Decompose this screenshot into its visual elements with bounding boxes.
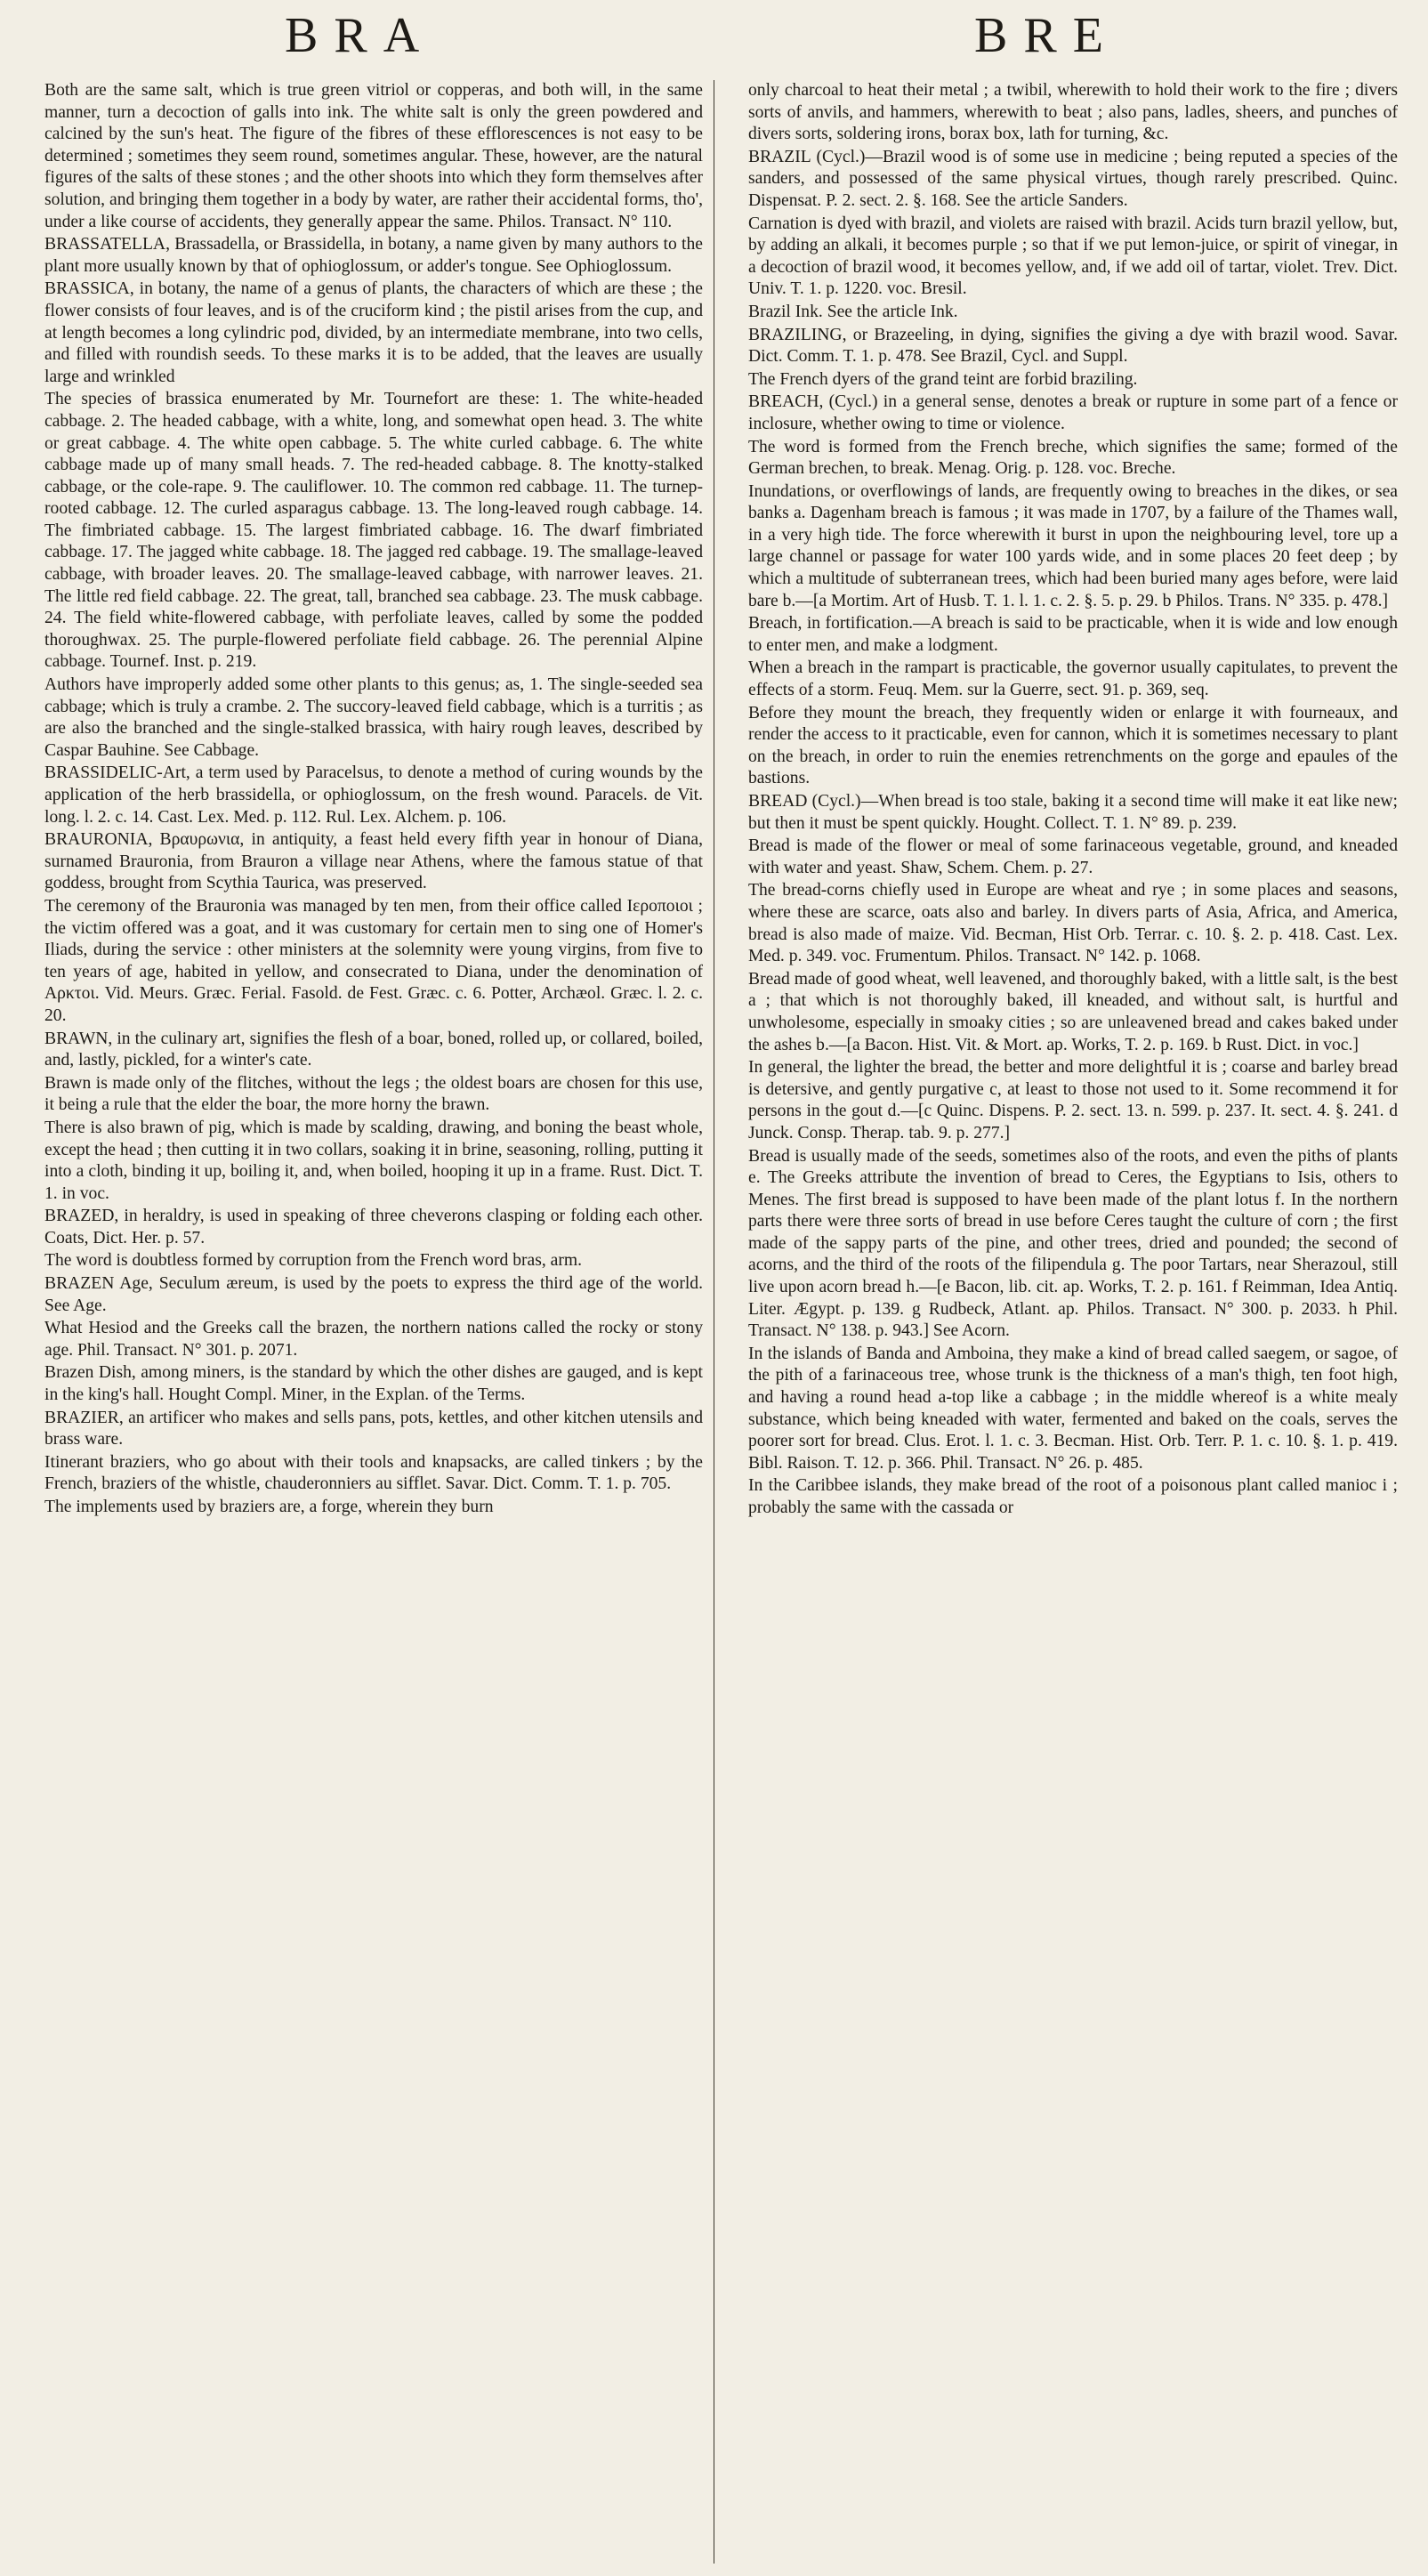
entry-paragraph: Bread made of good wheat, well leavened, and thoroughly baked, with a little salt, is the best a ; that which is not thoroughly baked, ill kneaded, and without salt, is hurtful and unwholesome, especially in smoaky cities ; so are unleavened bread and cakes baked under the ashes b.—[a Bacon. Hist. Vit. & Mort. ap. Works, T. 2. p. 169. b Rust. Dict. in voc.]	[748, 969, 1398, 1054]
entry-paragraph: The ceremony of the Brauronia was managed by ten men, from their office called Ιεροποιοι ; the victim offered was a goat, and it was customary for certain men to sing one of Homer's Iliads, during the service : other ministers at the solemnity were young virgins, from five to ten years of age, habited in yellow, and consecrated to Diana, under the denomination of Αρκτοι. Vid. Meurs. Græc. Ferial. Fasold. de Fest. Græc. c. 6. Potter, Archæol. Græc. l. 2. c. 20.	[44, 896, 703, 1025]
entry-paragraph: BREACH, (Cycl.) in a general sense, denotes a break or rupture in some part of a fence or inclosure, whether owing to time or violence.	[748, 392, 1398, 433]
running-head-left: BRA	[285, 8, 436, 63]
entry-paragraph: Brawn is made only of the flitches, without the legs ; the oldest boars are chosen for this use, it being a rule that the elder the boar, the more horny the brawn.	[44, 1073, 703, 1115]
entry-paragraph: BRASSICA, in botany, the name of a genus of plants, the characters of which are these ; the flower consists of four leaves, and is of the cruciform kind ; the pistil arises from the cup, and at length becomes a long cylindric pod, divided, by an intermediate membrane, into two cells, and filled with roundish seeds. To these marks it is to be added, that the leaves are usually large and wrinkled	[44, 279, 703, 386]
entry-paragraph: BRAZED, in heraldry, is used in speaking of three cheverons clasping or folding each other. Coats, Dict. Her. p. 57.	[44, 1207, 703, 1248]
entry-paragraph: Itinerant braziers, who go about with their tools and knapsacks, are called tinkers ; by the French, braziers of the whistle, chauderonniers au sifflet. Savar. Dict. Comm. T. 1. p. 705.	[44, 1452, 703, 1494]
running-head	[0, 7, 1428, 69]
left-column	[44, 80, 703, 2567]
entry-paragraph: Authors have improperly added some other plants to this genus; as, 1. The single-seeded sea cabbage; which is truly a crambe. 2. The succory-leaved field cabbage, which is a turritis ; as are also the branched and the single-stalked brassica, with hairy rough leaves, described by Caspar Bauhine. See Cabbage.	[44, 675, 703, 760]
entry-paragraph: BRAZIL (Cycl.)—Brazil wood is of some use in medicine ; being reputed a species of the sanders, and possessed of the same physical virtues, though rarely prescribed. Quinc. Dispensat. P. 2. sect. 2. §. 168. See the article Sanders.	[748, 147, 1398, 210]
entry-paragraph: BRAURONIA, Βραυρωνια, in antiquity, a feast held every fifth year in honour of Diana, surnamed Brauronia, from Brauron a village near Athens, where the famous statue of that goddess, brought from Scythia Taurica, was preserved.	[44, 830, 703, 893]
entry-paragraph: The implements used by braziers are, a forge, wherein they burn	[44, 1498, 494, 1516]
entry-paragraph: Before they mount the breach, they frequently widen or enlarge it with fourneaux, and render the access to it practicable, even for cannon, which it is sometimes necessary to plant on the breach, in order to ruin the enemies retrenchments on the gorge and epaules of the bastions.	[748, 703, 1398, 788]
entry-paragraph: Bread is made of the flower or meal of some farinaceous vegetable, ground, and kneaded with water and yeast. Shaw, Schem. Chem. p. 27.	[748, 836, 1398, 877]
entry-paragraph: Brazil Ink. See the article Ink.	[748, 302, 958, 321]
entry-paragraph: Brazen Dish, among miners, is the standard by which the other dishes are gauged, and is kept in the king's hall. Hought Compl. Miner, in the Explan. of the Terms.	[44, 1363, 703, 1405]
entry-paragraph: When a breach in the rampart is practicable, the governor usually capitulates, to prevent the effects of a storm. Feuq. Mem. sur la Guerre, sect. 91. p. 369, seq.	[748, 658, 1398, 700]
entry-paragraph: The word is doubtless formed by corruption from the French word bras, arm.	[44, 1251, 583, 1271]
entry-paragraph: The species of brassica enumerated by Mr. Tournefort are these: 1. The white-headed cabbage. 2. The headed cabbage, with a white, long, and somewhat open head. 3. The white or great cabbage. 4. The white open cabbage. 5. The white curled cabbage. 6. The white cabbage made up of many small heads. 7. The red-headed cabbage. 8. The knotty-stalked cabbage, or the cole-rape. 9. The cauliflower. 10. The common red cabbage. 11. The turnep-rooted cabbage. 12. The curled asparagus cabbage. 13. The long-leaved rough cabbage. 14. The fimbriated cabbage. 15. The largest fimbriated cabbage. 16. The dwarf fimbriated cabbage. 17. The jagged white cabbage. 18. The jagged red cabbage. 19. The smallage-leaved cabbage, with broader leaves. 20. The smallage-leaved cabbage, with narrower leaves. 21. The little red field cabbage. 22. The great, tall, branched sea cabbage. 23. The musk cabbage. 24. The field white-flowered cabbage, with perfoliate leaves, called by some the podded thoroughwax. 25. The purple-flowered perfoliate field cabbage. 26. The perennial Alpine cabbage. Tournef. Inst. p. 219.	[44, 390, 703, 672]
entry-paragraph: BREAD (Cycl.)—When bread is too stale, baking it a second time will make it eat like new; but then it must be spent quickly. Hought. Collect. T. 1. N° 89. p. 239.	[748, 792, 1398, 833]
entry-paragraph: Carnation is dyed with brazil, and violets are raised with brazil. Acids turn brazil yellow, but, by adding an alkali, it becomes purple ; so that if we put lemon-juice, or spirit of vinegar, in a decoction of brazil wood, it becomes yellow, and, if we add oil of tartar, violet. Trev. Dict. Univ. T. 1. p. 1220. voc. Bresil.	[748, 214, 1398, 299]
entry-paragraph: In general, the lighter the bread, the better and more delightful it is ; coarse and barley bread is detersive, and gently purgative c, at least to those not used to it. Some recommend it for persons in the gout d.—[c Quinc. Dispens. P. 2. sect. 13. n. 599. p. 237. It. sect. 4. §. 241. d Junck. Consp. Therap. tab. 9. p. 277.]	[748, 1058, 1398, 1143]
entry-paragraph: What Hesiod and the Greeks call the brazen, the northern nations called the rocky or stony age. Phil. Transact. N° 301. p. 2071.	[44, 1319, 703, 1360]
entry-paragraph: The bread-corns chiefly used in Europe are wheat and rye ; in some places and seasons, where these are scarce, oats also and barley. In divers parts of Asia, Africa, and America, bread is also made of maize. Vid. Becman, Hist Orb. Terrar. c. 10. §. 2. p. 418. Cast. Lex. Med. p. 349. voc. Frumentum. Philos. Transact. N° 142. p. 1068.	[748, 881, 1398, 966]
entry-paragraph: The word is formed from the French breche, which signifies the same; formed of the German brechen, to break. Menag. Orig. p. 128. voc. Breche.	[748, 437, 1398, 479]
entry-paragraph: There is also brawn of pig, which is made by scalding, drawing, and boning the beast whole, except the head ; then cutting it in two collars, soaking it in brine, seasoning, rolling, putting it into a cloth, binding it up, boiling it, and, when boiled, hooping it up in a frame. Rust. Dict. T. 1. in voc.	[44, 1118, 703, 1203]
entry-paragraph: BRASSIDELIC-Art, a term used by Paracelsus, to denote a method of curing wounds by the application of the herb brassidella, or ophioglossum, on the fresh wound. Paracels. de Vit. long. l. 2. c. 14. Cast. Lex. Med. p. 112. Rul. Lex. Alchem. p. 106.	[44, 763, 703, 827]
entry-paragraph: only charcoal to heat their metal ; a twibil, wherewith to hold their work to the fire ; divers sorts of anvils, and hammers, wherewith to beat ; also pans, ladles, sheers, and punches of divers sorts, soldering irons, borax box, lath for turning, &c.	[748, 81, 1398, 144]
entry-paragraph: BRAWN, in the culinary art, signifies the flesh of a boar, boned, rolled up, or collared, boiled, and, lastly, pickled, for a winter's cate.	[44, 1029, 703, 1070]
entry-paragraph: BRASSATELLA, Brassadella, or Brassidella, in botany, a name given by many authors to the plant more usually known by that of ophioglossum, or adder's tongue. See Ophioglossum.	[44, 235, 703, 276]
entry-paragraph: In the islands of Banda and Amboina, they make a kind of bread called saegem, or sagoe, of the pith of a farinaceous tree, whose trunk is the thickness of a man's thigh, ten foot high, and having a round head a-top like a cabbage ; in the middle whereof is a white mealy substance, which being kneaded with water, fermented and baked on the coals, serves the poorer sort for bread. Clus. Erot. l. 1. c. 3. Becman. Hist. Orb. Terr. P. 1. c. 10. §. 1. p. 419. Bibl. Raison. T. 12. p. 366. Phil. Transact. N° 26. p. 485.	[748, 1344, 1398, 1473]
entry-paragraph: Both are the same salt, which is true green vitriol or copperas, and both will, in the same manner, turn a decoction of galls into ink. The white salt is only the green powdered and calcined by the sun's heat. The figure of the fibres of these efflorescences is not easy to be determined ; sometimes they seem round, sometimes angular. These, however, are the natural figures of the salts of these stones ; and the other shoots into which they form themselves after solution, and bringing them together in a body by water, are rather their accidental forms, tho', under a like course of accidents, they generally appear the same. Philos. Transact. N° 110.	[44, 81, 703, 231]
entry-paragraph: BRAZIER, an artificer who makes and sells pans, pots, kettles, and other kitchen utensils and brass ware.	[44, 1408, 703, 1450]
entry-paragraph: BRAZILING, or Brazeeling, in dying, signifies the giving a dye with brazil wood. Savar. Dict. Comm. T. 1. p. 478. See Brazil, Cycl. and Suppl.	[748, 325, 1398, 367]
entry-paragraph: BRAZEN Age, Seculum æreum, is used by the poets to express the third age of the world. See Age.	[44, 1274, 703, 1315]
text-columns	[44, 80, 1398, 2567]
running-head-right: BRE	[974, 8, 1119, 63]
entry-paragraph: The French dyers of the grand teint are forbid braziling.	[748, 369, 1138, 389]
entry-paragraph: Inundations, or overflowings of lands, are frequently owing to breaches in the dikes, or sea banks a. Dagenham breach is famous ; it was made in 1707, by a failure of the Thames wall, in a very high tide. The force wherewith it burst in upon the neighbouring level, tore up a large channel or passage for water 100 yards wide, and in some places 20 feet deep ; by which a multitude of subterranean trees, which had been buried many ages before, were laid bare b.—[a Mortim. Art of Husb. T. 1. l. 1. c. 2. §. 5. p. 29. b Philos. Trans. N° 335. p. 478.]	[748, 481, 1398, 610]
entry-paragraph: Breach, in fortification.—A breach is said to be practicable, when it is wide and low enough to enter men, and make a lodgment.	[748, 614, 1398, 655]
entry-paragraph: Bread is usually made of the seeds, sometimes also of the roots, and even the piths of plants e. The Greeks attribute the invention of bread to Ceres, the Egyptians to Isis, others to Menes. The first bread is supposed to have been made of the plant lotus f. In the northern parts there were three sorts of bread in use before Ceres taught the culture of corn ; the first made of the sappy parts of the pine, and other trees, dried and pounded; the second of acorns, and the third of the roots of the filipendula g. The poor Tartars, near Sherazoul, still live upon acorn bread h.—[e Bacon, lib. cit. ap. Works, T. 2. p. 161. f Reimman, Idea Antiq. Liter. Ægypt. p. 139. g Rudbeck, Atlant. ap. Philos. Transact. N° 300. p. 2033. h Phil. Transact. N° 138. p. 943.] See Acorn.	[748, 1146, 1398, 1341]
right-column	[748, 80, 1398, 2567]
entry-paragraph: In the Caribbee islands, they make bread of the root of a poisonous plant called manioc i ; probably the same with the cassada or	[748, 1476, 1398, 1517]
